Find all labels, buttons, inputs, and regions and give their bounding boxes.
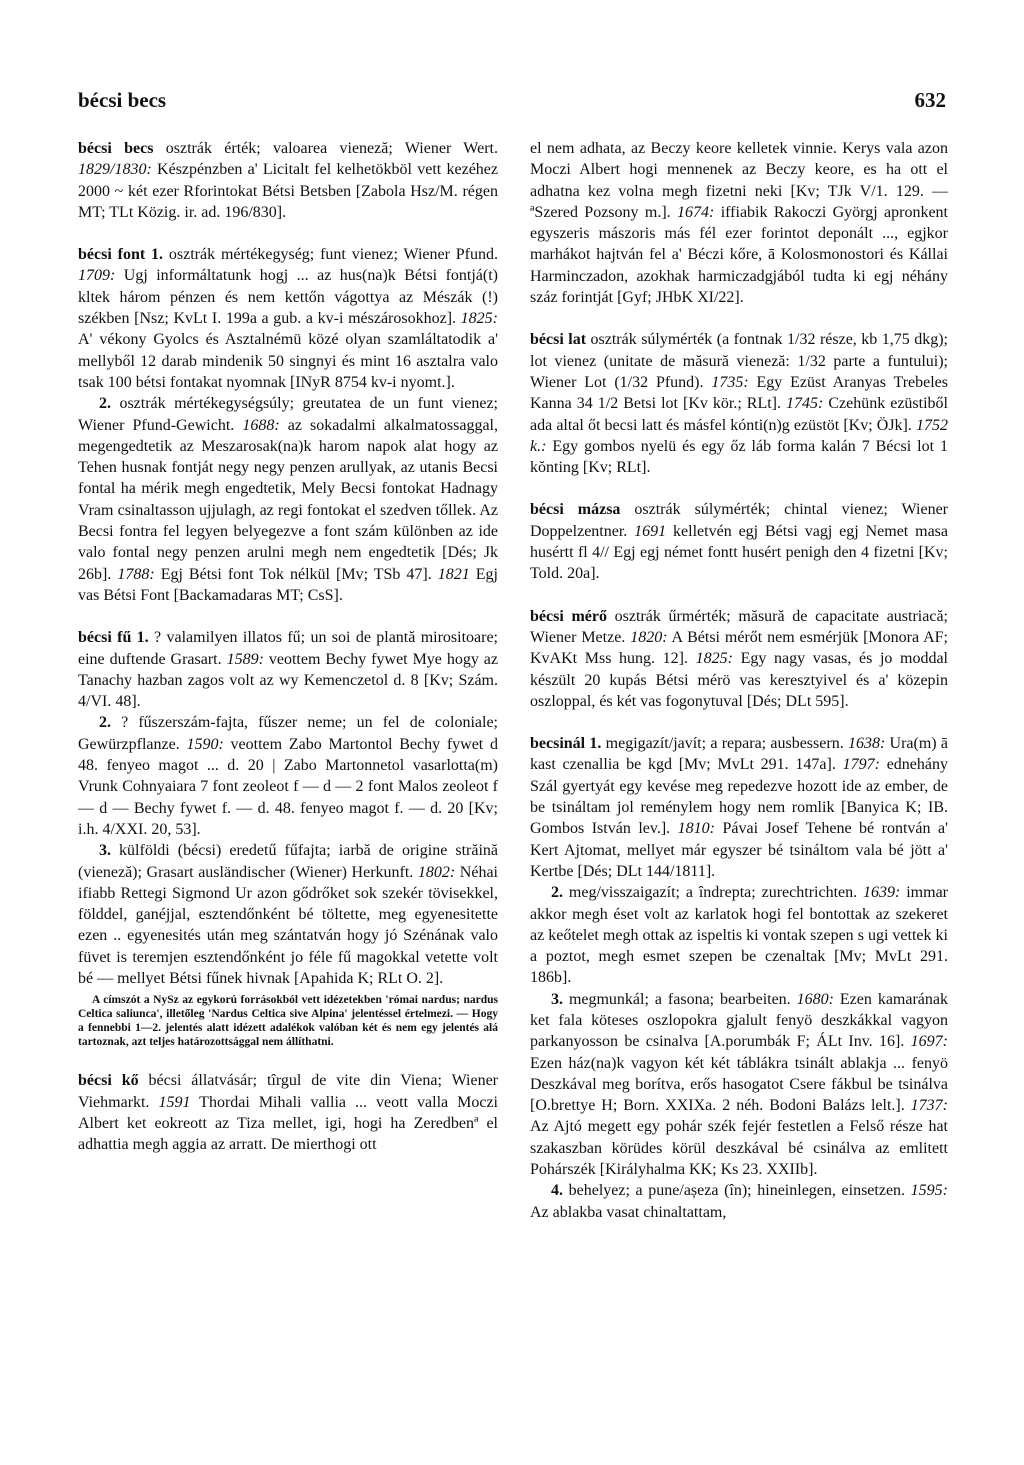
- headword: bécsi mérő: [530, 607, 607, 625]
- entry-text: ednehány Szál gyertyát egy kevése meg repedezve hozott ide az ember, de be tsináltam jol reménylem hogy nem romlik [Banyica K; IB. Gombos István lev.].: [530, 756, 948, 838]
- entry-text: A' vékony Gyolcs és Asztalnémü közé olyan szamláltatodik a' mellyből 12 darab mindenik 50 singnyi és mint 16 asztalra valo tsak 100 bétsi fontakat nyomnak [INyR 8754 kv-i nyomt.].: [78, 331, 498, 391]
- entry-text: megigazít/javít; a repara; ausbessern.: [601, 735, 848, 753]
- entry-text: Egy nagy vasas, és jo moddal készült 20 kupás Bétsi mérö vas keresztyivel és a' közepin oszloppal, és két vas fogonytuval [Dés; DLt 595].: [530, 650, 948, 710]
- entry-becsi-mazsa: [530, 499, 948, 584]
- headword: bécsi becs: [78, 140, 154, 157]
- entry-text: ? fűszerszám-fajta, fűszer neme; un fel de coloniale; Gewürzpflanze.: [78, 714, 498, 753]
- entry-becsi-font: [78, 244, 498, 606]
- citation-year: 1752 k.:: [530, 416, 948, 455]
- footnote: A címszót a NySz az egykorú forrásokból vett idézetekben 'római nardus; nardus Celtica saliunca', illetőleg 'Nardus Celtica sive Alpina' jelentéssel értelmezi. — Hogy a fennebbi 1—2. jelentés alatt idézett adalékok valóban két és nem egy jelentés alá tartoznak, azt teljes határozottsággal nem állíthatni.: [78, 994, 498, 1049]
- entry-text: osztrák mértékegységsúly; greutatea de un funt vienez; Wiener Pfund-Gewicht.: [78, 395, 498, 434]
- entry-text: osztrák mértékegység; funt vienez; Wiener Pfund.: [163, 246, 499, 264]
- citation-year: 1639:: [863, 884, 901, 902]
- citation-year: 1825:: [695, 650, 733, 668]
- entry-becsi-ko: [78, 1070, 498, 1155]
- citation-year: 1589:: [226, 650, 264, 668]
- citation-year: 1745:: [786, 395, 824, 413]
- entry-text: Pávai Josef Tehene bé rontván a' Kert Ajtomat, mellyet már egyszer bé tsináltom vala bé jött a' Kertbe [Dés; DLt 144/1811].: [530, 820, 949, 880]
- headword: bécsi font 1.: [78, 246, 164, 264]
- entry-text: kelletvén egj Bétsi vagj egj Nemet masa husértt fl 4// Egj egj német fontt husért penigh den 4 fizetni [Kv; Told. 20a].: [530, 522, 948, 583]
- page-header: [78, 88, 946, 118]
- citation-year: 1825:: [460, 310, 498, 328]
- entry-becsi-fu: [78, 627, 498, 989]
- page-number: 632: [914, 88, 946, 112]
- citation-year: 1674:: [677, 203, 715, 221]
- entry-text: Ezen kamarának ket fala kötesеs oszlopokra gjalult fenyö deszkákkal vagyon parkanyosson be csinalva [A.porumbák F; ÁLt Inv. 16].: [530, 990, 948, 1051]
- citation-year: 1697:: [910, 1033, 948, 1051]
- sense-3: [78, 840, 498, 989]
- headword: bécsi fű 1.: [78, 629, 149, 647]
- entry-text: meg/visszaigazít; a îndrepta; zurechtrichten.: [563, 884, 864, 902]
- entry-text: Ura(m) ā kast czenallia be kgd [Mv; MvLt 291. 147a].: [530, 735, 948, 774]
- entry-text: ? valamilyen illatos fű; un soi de plantă mirositoare; eine duftende Grasart.: [78, 629, 499, 668]
- entry-text: Ugj informáltatunk hogj ... az hus(na)k Bétsi fontjá(t) kltek három pénzen és nem kettőn vágottya az Mészák (!) székben [Nsz; KvLt I. 199a a gub. a kv-i mészárosokhoz].: [78, 267, 498, 328]
- left-column: [78, 138, 498, 1176]
- entry-text: immar akkor megh éset volt az karlatok hogi fel bontottak az szekeret az keőtelet megh ottak az ispeltis ki vontak szepen s ugi vettek ki a poztot, megh esmet szepen be czenaltak [Mv; MvLt 291. 186b].: [530, 884, 949, 987]
- sense-number: 4.: [551, 1182, 563, 1200]
- entry-text: Egy gombos nyelü és egy őz láb forma kalán 7 Bécsi lot 1 kŏnting [Kv; RLt].: [530, 437, 948, 477]
- citation-year: 1820:: [630, 628, 668, 646]
- citation-year: 1802:: [417, 863, 456, 881]
- citation-year: 1595:: [910, 1182, 948, 1200]
- entry-text: Czehünk ezüstiből ada altal őt becsi latt és másfel kónti(n)g ezüstöt [Kv; ÖJk].: [530, 395, 948, 434]
- entry-text: osztrák űrmérték; măsură de capacitate austriacă; Wiener Metze.: [530, 607, 948, 646]
- citation-year: 1638:: [847, 735, 886, 753]
- entry-text: behelyez; a pune/așeza (în); hineinlegen, einsetzen.: [563, 1182, 911, 1200]
- sense-2: [78, 393, 498, 606]
- entry-text: Egj vas Bétsi Font [Backamadaras MT; CsS].: [78, 565, 498, 604]
- sense-2: [78, 712, 498, 840]
- entry-text: bécsi állatvásár; tîrgul de vite din Viena; Wiener Viehmarkt.: [78, 1072, 499, 1111]
- entry-becsi-ko-continued: [530, 138, 948, 308]
- citation-year: 1709:: [78, 267, 116, 285]
- citation-year: 1691: [634, 522, 667, 540]
- citation-year: 1591: [158, 1093, 191, 1111]
- citation-year: 1590:: [186, 735, 224, 753]
- citation-year: 1680:: [796, 990, 834, 1008]
- entry-text: az sokadalmi alkalmatossaggal, megengedtetik az Meszarosak(na)k harom napok alat hogy az Tehen husnak fontját negy negy penzen arullyak, az utanis Becsi fontal ha mérik megh engedtetik, Mely Becsi fontokat Hadnagy Vram csinaltasson ujjulagh, az regi fontokat el szedven tőllek. Az Becsi fontra fel legyen belyegezve a font szám különben az ide valo fontal negy penzen arulni megh nem engedtetik [Dés; Jk 26b].: [78, 416, 498, 583]
- citation-year: 1810:: [677, 820, 715, 838]
- entry-becsi-mero: [530, 606, 948, 712]
- entry-text: osztrák súlymérték (a fontnak 1/32 része, kb 1,75 dkg); lot vienez (unitate de măsură vieneză: 1/32 parte a funtului); Wiener Lot (1/32 Pfund).: [530, 331, 948, 391]
- running-title: bécsi becs: [78, 88, 167, 112]
- headword: bécsi kő: [78, 1072, 139, 1090]
- entry-text: veottem Bechy fywet Mye hogy az Tanachy hazban zagos volt az wy Kemenczetol d. 8 [Kv; Szám. 4/VI. 48].: [78, 650, 498, 711]
- sense-number: 2.: [99, 714, 111, 732]
- entry-text: Egj Bétsi font Tok nélkül [Mv; TSb 47].: [154, 565, 438, 583]
- sense-4: [530, 1180, 948, 1223]
- entry-text: Készpénzben a' Licitalt fel kelhetökböl vett kezéhez 2000 ~ két ezer Rforintokat Bétsi Betsben [Zabola Hsz/M. régen MT; TLt Közig. ir. ad. 196/830].: [78, 161, 498, 221]
- entry-text: osztrák súlymérték; chintal vienez; Wiener Doppelzentner.: [530, 501, 948, 540]
- citation-year: 1735:: [711, 373, 749, 391]
- entry-text: el nem adhata, az Beczy keore kelletek vinnie. Kerys vala azon Moczi Albert hogi mennenek az Beczy keore, es ha ott el adhatna kez volna megh fizetni neki [Kv; TJk V/1. 129. — ªSzered Pozsony m.].: [530, 140, 948, 221]
- sense-number: 2.: [99, 395, 111, 413]
- citation-year: 1688:: [242, 416, 280, 434]
- entry-text: Ezen ház(na)k vagyon két két táblákra tsinált ablakja ... fenyö Deszkával meg borítva, erős hasogatot Csere fákbul be tsinálva [O.brettye H; Born. XXIXa. 2 néh. Bodoni Balázs lelt.].: [530, 1054, 948, 1115]
- entry-text: Egy Ezüst Aranyas Trebeles Kanna 34 1/2 Betsi lot [Kv kör.; RLt].: [530, 373, 948, 413]
- sense-2: [530, 882, 948, 988]
- headword: bécsi mázsa: [530, 501, 621, 519]
- entry-text: osztrák érték; valoarea vieneză; Wiener Wert.: [153, 140, 498, 157]
- sense-number: 3.: [99, 842, 111, 860]
- citation-year: 1797:: [842, 756, 880, 774]
- citation-year: 1788:: [117, 565, 155, 583]
- entry-becsi-becs: [78, 138, 498, 223]
- entry-becsinal: [530, 733, 948, 1223]
- sense-number: 2.: [551, 884, 563, 902]
- entry-text: Thordai Mihali vallia ... veott valla Moczi Albert ket eokreott az Tiza mellet, igi, hogi ha Zeredbenª el adhattia megh aggia az arratt. De mierthogi ott: [78, 1093, 498, 1154]
- citation-year: 1829/1830:: [78, 161, 152, 179]
- citation-year: 1737:: [910, 1097, 948, 1115]
- citation-year: 1821: [437, 565, 470, 583]
- entry-becsi-lat: [530, 329, 948, 478]
- entry-text: A Bétsi mérőt nem esmérjük [Monora AF; KvAKt Mss hung. 12].: [530, 628, 948, 668]
- entry-text: megmunkál; a fasona; bearbeiten.: [563, 990, 797, 1008]
- headword: becsinál 1.: [530, 735, 602, 753]
- entry-text: külföldi (bécsi) eredetű fűfajta; iarbă de origine străină (vieneză); Grasart ausländischer (Wiener) Herkunft.: [78, 842, 498, 881]
- entry-text: Az ablakba vasat chinaltattam,: [530, 1203, 727, 1221]
- entry-text: Az Ajtó megett egy pohár szék fejér festetlen a Felső része hat szakaszban körüdes körül deszkával bé csinálva az emlitett Pohárszék [Királyhalma KK; Ks 23. XXIIb].: [530, 1118, 948, 1179]
- entry-text: veottem Zabo Martontol Bechy fywet d 48. fenyeo magot ... d. 20 | Zabo Martonnetol vasarlotta(m) Vrunk Cohnyaiara 7 font zeoleot f — d — 2 font Malos zeoleot f — d — Bechy fywet f. — d. 48. fenyeo magot f. — d. 20 [Kv; i.h. 4/XXI. 20, 53].: [78, 735, 498, 838]
- entry-text: Néhai ifiabb Rettegi Sigmond Ur azon gődrőket sok szekér tövisekkel, földdel, ganéjjal, esztendőnként bé töltette, meg egyenesitette ezen .. egyenesités után meg szántatván hogy jó Szénának valo füvet is teremjen esztendőnként jo féle fű magokkal vetette volt bé — mellyet Bétsi fűnek hivnak [Apahida K; RLt O. 2].: [78, 863, 499, 987]
- entry-text: iffiabik Rakoczi Györgj apronkent egyszeris mászoris más fél ezer forintot deponált ..., egjkor marhákot hajtván fel a' Béczi kőre, ā Kolosmonostori és Kállai Harminczadon, azokhak harmiczadgjából tudta ki egj néhány száz forintját [Gyf; JHbK XI/22].: [530, 203, 948, 307]
- headword: bécsi lat: [530, 331, 587, 349]
- right-column: [530, 138, 948, 1244]
- sense-3: [530, 989, 948, 1181]
- sense-number: 3.: [551, 990, 563, 1008]
